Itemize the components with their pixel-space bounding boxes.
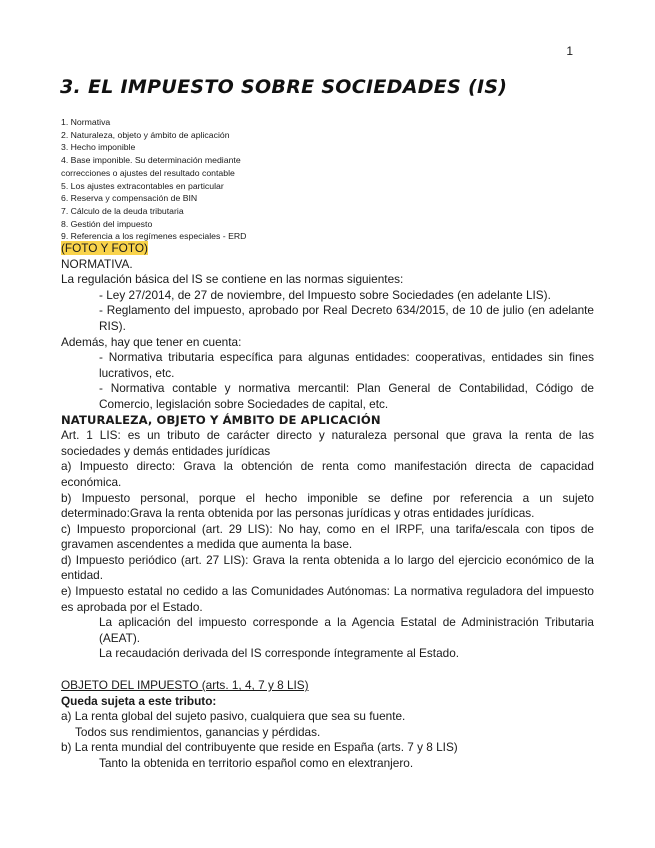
list-item: - Ley 27/2014, de 27 de noviembre, del Impuesto sobre Sociedades (en adelante LIS). — [99, 287, 551, 302]
toc-item: 4. Base imponible. Su determinación mediante — [61, 155, 241, 166]
toc-item: 3. Hecho imponible — [61, 142, 136, 153]
toc-item: 9. Referencia a los regímenes especiales - ERD — [61, 231, 247, 242]
list-item: b) La renta mundial del contribuyente que reside en España (arts. 7 y 8 LIS) — [61, 740, 458, 755]
toc-item: 2. Naturaleza, objeto y ámbito de aplicación — [61, 129, 230, 140]
toc-item: 7. Cálculo de la deuda tributaria — [61, 205, 184, 216]
toc-item: 8. Gestión del impuesto — [61, 218, 153, 229]
list-item: - Normativa contable y normativa mercantil: Plan General de Contabilidad, Código de Comercio, legislación sobre Sociedades de capital, etc. — [99, 381, 594, 411]
paragraph: La recaudación derivada del IS corresponde íntegramente al Estado. — [99, 646, 460, 661]
highlighted-note: (FOTO Y FOTO) — [61, 241, 148, 255]
page-number: 1 — [566, 44, 573, 58]
subheading: Queda sujeta a este tributo: — [61, 693, 217, 708]
paragraph: e) Impuesto estatal no cedido a las Comunidades Autónomas: La normativa reguladora del impuesto es aprobada por el Estado. — [61, 584, 594, 614]
table-of-contents — [61, 116, 291, 243]
toc-item: 1. Normativa — [61, 117, 111, 127]
paragraph: d) Impuesto periódico (art. 27 LIS): Grava la renta obtenida a lo largo del ejercicio económico de la entidad. — [61, 552, 594, 583]
list-item-detail: Tanto la obtenida en territorio español como en elextranjero. — [99, 756, 414, 770]
paragraph: a) Impuesto directo: Grava la obtención de renta como manifestación directa de capacidad económica. — [61, 459, 594, 489]
section-heading-naturaleza: NATURALEZA, OBJETO Y ÁMBITO DE APLICACIÓN — [61, 412, 381, 427]
paragraph: La regulación básica del IS se contiene en las normas siguientes: — [61, 272, 404, 287]
document-body — [61, 241, 594, 772]
toc-item: correcciones o ajustes del resultado contable — [61, 167, 235, 178]
paragraph: c) Impuesto proporcional (art. 29 LIS): No hay, como en el IRPF, una tarifa/escala con tipos de gravamen ascendentes a medida que aumenta la base. — [61, 521, 594, 552]
list-item: - Normativa tributaria específica para algunas entidades: cooperativas, entidades sin fines lucrativos, etc. — [99, 350, 594, 380]
paragraph: La aplicación del impuesto corresponde a la Agencia Estatal de Administración Tributaria (AEAT). — [99, 615, 594, 645]
list-item-detail: Todos sus rendimientos, ganancias y pérdidas. — [75, 724, 321, 739]
list-item: - Reglamento del impuesto, aprobado por Real Decreto 634/2015, de 10 de julio (en adelante RIS). — [99, 303, 594, 333]
page-title: 3. EL IMPUESTO SOBRE SOCIEDADES (IS) — [60, 76, 508, 98]
list-item: a) La renta global del sujeto pasivo, cualquiera que sea su fuente. — [61, 709, 406, 724]
toc-item: 5. Los ajustes extracontables en particular — [61, 180, 224, 191]
paragraph: Además, hay que tener en cuenta: — [61, 334, 242, 349]
paragraph: Art. 1 LIS: es un tributo de carácter directo y naturaleza personal que grava la renta de las sociedades y demás entidades jurídicas — [61, 428, 594, 458]
paragraph: b) Impuesto personal, porque el hecho imponible se define por referencia a un sujeto determinado:Grava la renta obtenida por las personas jurídicas y otras entidades jurídicas. — [61, 490, 594, 521]
toc-item: 6. Reserva y compensación de BIN — [61, 193, 198, 204]
section-heading-objeto: OBJETO DEL IMPUESTO (arts. 1, 4, 7 y 8 LIS) — [61, 678, 309, 693]
section-heading-normativa: NORMATIVA. — [61, 256, 133, 271]
